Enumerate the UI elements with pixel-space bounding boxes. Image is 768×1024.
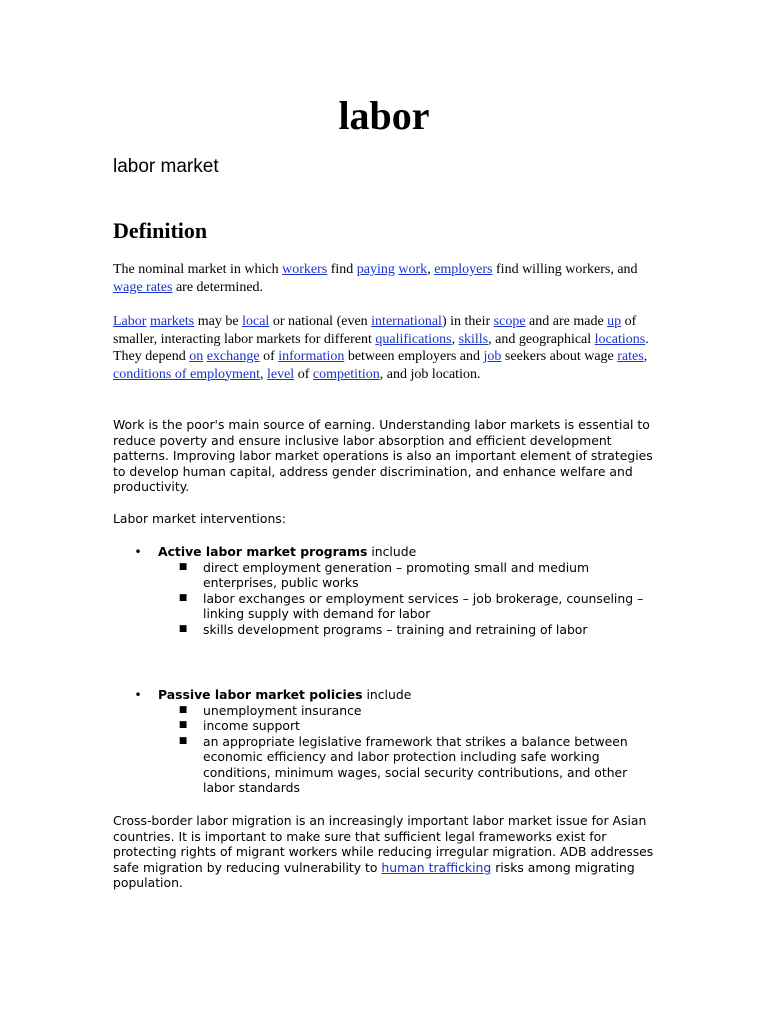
link-local[interactable]: local bbox=[242, 314, 270, 329]
definition-paragraph bbox=[113, 261, 658, 296]
active-programs-include: include bbox=[367, 544, 417, 559]
subtitle: labor market bbox=[113, 156, 219, 177]
list-item bbox=[158, 703, 658, 719]
text: . They depend bbox=[113, 331, 649, 364]
text: , and geographical bbox=[488, 331, 595, 347]
definition-heading: Definition bbox=[113, 218, 208, 243]
list-item-active-programs bbox=[113, 544, 658, 637]
link-job[interactable]: job bbox=[483, 349, 502, 364]
text: The nominal market in which bbox=[113, 262, 283, 277]
text: , bbox=[427, 262, 435, 277]
link-paying[interactable]: paying bbox=[356, 262, 395, 277]
square-bullet: ■ bbox=[178, 735, 188, 746]
text: of bbox=[259, 349, 279, 364]
page-title: labor bbox=[338, 93, 430, 138]
list-item bbox=[158, 718, 658, 734]
text: find bbox=[327, 262, 357, 277]
passive-policies-include: include bbox=[362, 687, 412, 702]
link-information[interactable]: information bbox=[278, 349, 345, 364]
link-wage-rates[interactable]: wage rates bbox=[113, 279, 173, 295]
text: and are made bbox=[525, 314, 608, 329]
list-item-text: labor exchanges or employment services – job brokerage, counseling – linking supply with demand for labor bbox=[203, 590, 644, 621]
passive-policies-heading: Passive labor market policies bbox=[158, 687, 363, 702]
text: Cross-border labor migration is an increasingly important labor market issue for Asian countries. It is important to make sure that sufficient legal frameworks exist for protecting rights of migrant workers while reducing irregular migration. ADB addresses safe migration by reducing vulnerability to bbox=[113, 813, 654, 875]
text: are determined. bbox=[172, 279, 264, 295]
link-locations[interactable]: locations bbox=[594, 331, 646, 347]
square-bullet: ■ bbox=[178, 704, 188, 715]
text: , bbox=[259, 366, 267, 382]
text: risks among migrating population. bbox=[113, 859, 635, 890]
link-level[interactable]: level bbox=[266, 366, 295, 382]
link-on[interactable]: on bbox=[189, 349, 204, 364]
link-scope[interactable]: scope bbox=[493, 314, 526, 329]
square-bullet: ■ bbox=[178, 592, 188, 603]
link-skills[interactable]: skills bbox=[458, 331, 489, 347]
link-markets[interactable]: markets bbox=[149, 314, 195, 329]
list-item bbox=[158, 560, 658, 591]
passive-policies-list bbox=[113, 687, 658, 796]
markets-paragraph bbox=[113, 313, 658, 383]
link-workers[interactable]: workers bbox=[282, 262, 328, 277]
list-item bbox=[158, 591, 658, 622]
text: , bbox=[643, 349, 648, 364]
list-item-text: income support bbox=[203, 718, 300, 733]
text: may be bbox=[194, 314, 243, 329]
link-employers[interactable]: employers bbox=[434, 262, 493, 277]
list-item-text: direct employment generation – promoting small and medium enterprises, public works bbox=[203, 559, 590, 590]
square-bullet: ■ bbox=[178, 720, 188, 730]
square-bullet: ■ bbox=[178, 623, 188, 634]
bullet: • bbox=[134, 544, 142, 559]
active-programs-heading: Active labor market programs bbox=[158, 544, 368, 559]
passive-policies-sublist bbox=[158, 703, 658, 796]
migration-paragraph bbox=[113, 813, 658, 891]
link-work[interactable]: work bbox=[398, 262, 428, 277]
text: or national (even bbox=[269, 314, 372, 329]
square-bullet: ■ bbox=[178, 561, 188, 572]
link-qualifications[interactable]: qualifications bbox=[375, 331, 452, 347]
interventions-label: Labor market interventions: bbox=[113, 511, 286, 526]
list-item bbox=[158, 734, 658, 796]
active-programs-sublist bbox=[158, 560, 658, 638]
list-item-text: unemployment insurance bbox=[203, 702, 362, 718]
link-rates[interactable]: rates bbox=[617, 349, 644, 364]
list-item-text: an appropriate legislative framework that strikes a balance between economic efficiency and labor protection including safe working conditions, minimum wages, social security contributions, and other labor standards bbox=[203, 733, 628, 795]
text: find willing workers, and bbox=[492, 262, 638, 277]
active-programs-list bbox=[113, 544, 658, 637]
link-conditions-of-employment[interactable]: conditions of employment bbox=[113, 366, 260, 382]
text: ) in their bbox=[441, 314, 494, 329]
link-exchange[interactable]: exchange bbox=[206, 349, 260, 364]
list-item bbox=[158, 622, 658, 638]
link-human-trafficking[interactable]: human trafficking bbox=[381, 859, 492, 875]
text: between employers and bbox=[344, 349, 484, 364]
text: , bbox=[451, 331, 459, 347]
text: of smaller, interacting labor markets for different bbox=[113, 314, 637, 347]
text: seekers about wage bbox=[501, 349, 618, 364]
link-labor[interactable]: Labor bbox=[113, 314, 147, 329]
list-item-text: skills development programs – training and retraining of labor bbox=[203, 621, 588, 637]
bullet: • bbox=[134, 687, 142, 702]
link-competition[interactable]: competition bbox=[312, 366, 380, 382]
list-item-passive-policies bbox=[113, 687, 658, 796]
link-international[interactable]: international bbox=[371, 314, 442, 329]
text: , and job location. bbox=[379, 366, 481, 382]
poverty-paragraph: Work is the poor's main source of earning. Understanding labor markets is essential to reduce poverty and ensure inclusive labor absorption and efficient development patterns. Improving labor market operations is also an important element of strategies to develop human capital, address gender discrimination, and enhance welfare and productivity. bbox=[113, 417, 653, 494]
link-up[interactable]: up bbox=[607, 314, 622, 329]
text: of bbox=[294, 366, 313, 382]
